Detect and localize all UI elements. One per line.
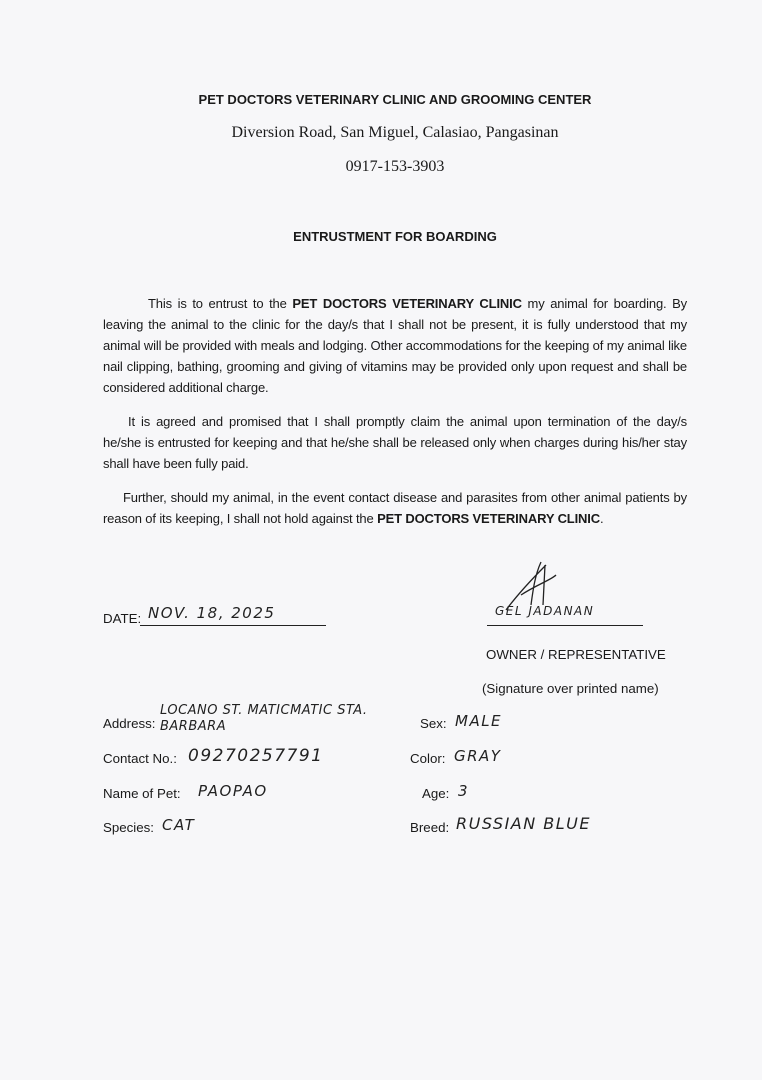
text: Further, should my animal, in the event contact disease and parasites from other animal patients by reason of its keeping, I shall not hold against the — [103, 490, 687, 526]
sex-label: Sex: — [420, 716, 447, 731]
paragraph-1 — [103, 293, 687, 398]
pet-name-value[interactable]: PAOPAO — [198, 782, 268, 800]
breed-label: Breed: — [410, 820, 450, 835]
species-value[interactable]: CAT — [162, 816, 196, 834]
breed-value[interactable]: RUSSIAN BLUE — [456, 814, 591, 833]
color-label: Color: — [410, 751, 446, 766]
sex-value[interactable]: MALE — [455, 712, 503, 730]
clinic-phone: 0917-153-3903 — [345, 158, 445, 175]
contact-value[interactable]: 09270257791 — [188, 746, 324, 766]
clinic-name: PET DOCTORS VETERINARY CLINIC AND GROOMING CENTER — [198, 92, 592, 107]
paragraph-3 — [103, 487, 687, 529]
date-label: DATE: — [103, 611, 142, 626]
age-value[interactable]: 3 — [458, 782, 470, 800]
date-field[interactable] — [140, 604, 326, 626]
pet-name-label: Name of Pet: — [103, 786, 181, 801]
contact-label: Contact No.: — [103, 751, 177, 766]
text: my animal for boarding. By leaving the animal to the clinic for the day/s that I shall not be present, it is fully understood that my animal will be provided with meals and lodging. Other accommodations for the keeping of my animal like nail clipping, bathing, grooming and giving of vitamins may be provided only upon request and shall be considered additional charge. — [103, 296, 688, 395]
owner-name: GEL JADANAN — [495, 604, 595, 618]
paragraph-2: It is agreed and promised that I shall promptly claim the animal upon termination of the day/s he/she is entrusted for keeping and that he/she shall be released only when charges during his/her stay shall have been fully paid. — [103, 414, 687, 471]
owner-sublabel: (Signature over printed name) — [482, 681, 659, 696]
clinic-name-bold: PET DOCTORS VETERINARY CLINIC — [377, 511, 600, 526]
clinic-address: Diversion Road, San Miguel, Calasiao, Pangasinan — [231, 124, 559, 141]
text: This is to entrust to the — [148, 296, 293, 311]
document-title: ENTRUSTMENT FOR BOARDING — [293, 229, 497, 244]
clinic-name-bold: PET DOCTORS VETERINARY CLINIC — [292, 296, 522, 311]
address-label: Address: — [103, 716, 156, 731]
color-value[interactable]: GRAY — [454, 747, 502, 765]
owner-label: OWNER / REPRESENTATIVE — [486, 647, 666, 662]
species-label: Species: — [103, 820, 154, 835]
document-body — [103, 293, 687, 542]
age-label: Age: — [422, 786, 450, 801]
date-value: NOV. 18, 2025 — [148, 604, 276, 622]
signature-field[interactable] — [487, 600, 643, 626]
text: . — [600, 511, 604, 526]
address-value[interactable]: LOCANO ST. MATICMATIC STA. BARBARA — [160, 703, 368, 734]
